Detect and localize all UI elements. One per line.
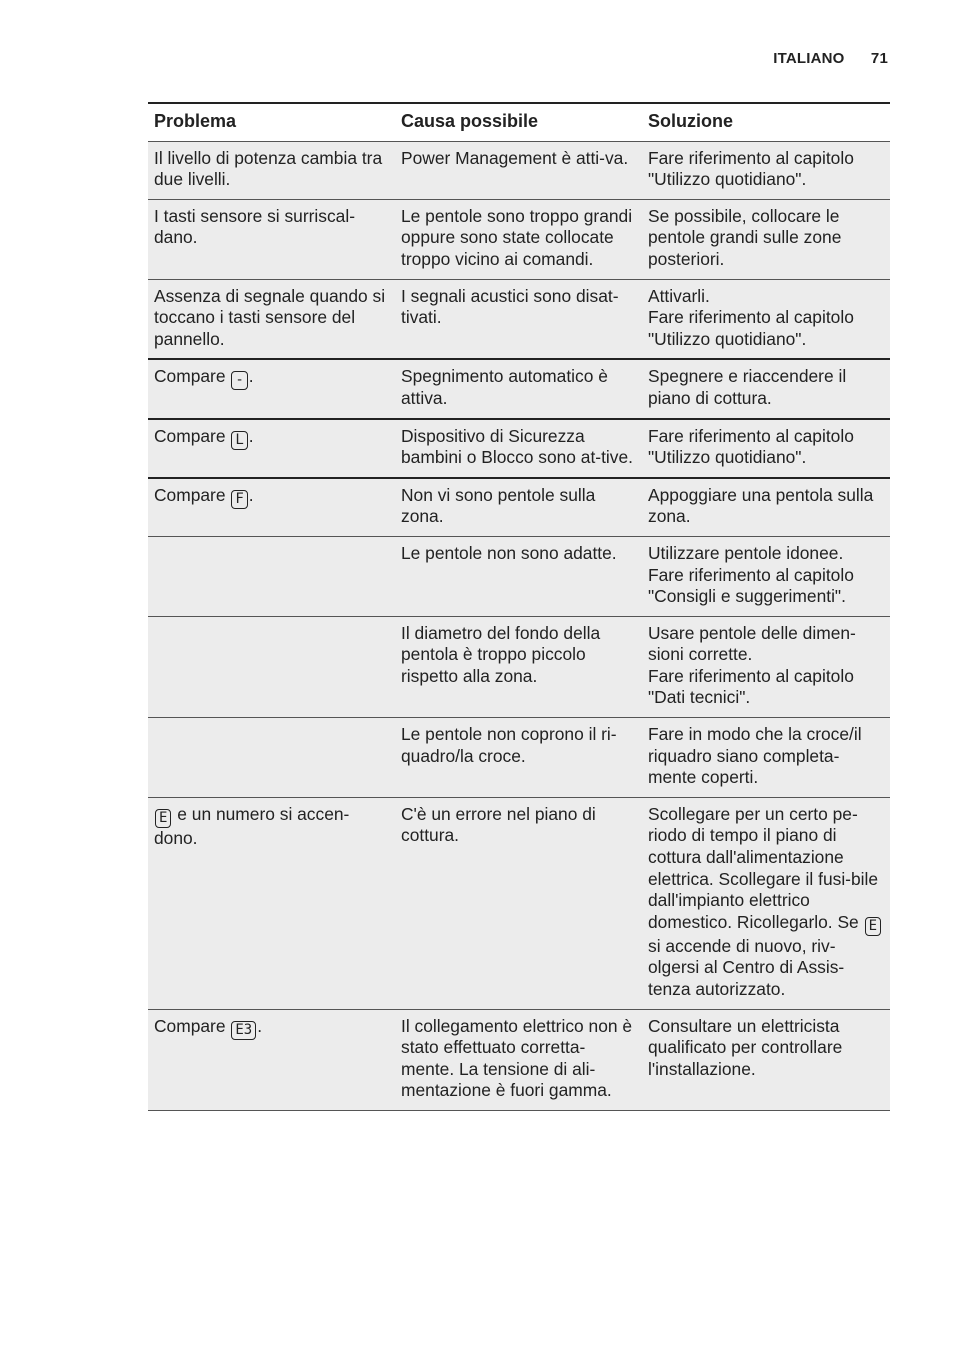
table-row (148, 419, 890, 478)
cause-cell: C'è un errore nel piano di cottura. (395, 797, 642, 1009)
table-row (148, 279, 890, 359)
table-row (148, 1009, 890, 1110)
display-symbol-e: E (865, 917, 881, 936)
cause-cell: Power Management è atti-va. (395, 141, 642, 199)
problem-text-end: . (248, 366, 254, 387)
table-header-row (148, 103, 890, 141)
table-row (148, 478, 890, 537)
solution-cell (642, 797, 890, 1009)
solution-cell (642, 279, 890, 359)
cause-cell: Il collegamento elettrico non è stato effettuato corretta-mente. La tensione di ali-mentazione è fuori gamma. (395, 1009, 642, 1110)
problem-text-end: . (248, 425, 254, 446)
problem-text: Compare (154, 425, 231, 446)
solution-line: Fare riferimento al capitolo "Utilizzo quotidiano". (648, 307, 854, 349)
display-symbol-e3: E3 (231, 1021, 256, 1040)
display-symbol-dash: - (231, 371, 247, 390)
cause-cell: Non vi sono pentole sulla zona. (395, 478, 642, 537)
table-row (148, 359, 890, 418)
page-number: 71 (870, 50, 888, 67)
solution-cell: Fare in modo che la croce/il riquadro siano completa-mente coperti. (642, 718, 890, 798)
problem-cell (148, 797, 395, 1009)
solution-line: Fare riferimento al capitolo "Dati tecnici". (648, 665, 854, 708)
language-label: ITALIANO (773, 50, 845, 67)
solution-cell: Consultare un elettricista qualificato per controllare l'installazione. (642, 1009, 890, 1110)
cause-cell: Le pentole sono troppo grandi oppure sono state collocate troppo vicino ai comandi. (395, 199, 642, 279)
problem-text: Compare (154, 484, 231, 505)
solution-line: Usare pentole delle dimen-sioni corrette. (648, 622, 856, 665)
solution-cell: Appoggiare una pentola sulla zona. (642, 478, 890, 537)
problem-cell (148, 478, 395, 537)
display-symbol-f: F (231, 490, 247, 509)
cause-cell: Il diametro del fondo della pentola è troppo piccolo rispetto alla zona. (395, 616, 642, 717)
cause-cell: Le pentole non coprono il ri-quadro/la croce. (395, 718, 642, 798)
cause-cell: Dispositivo di Sicurezza bambini o Blocco sono at-tive. (395, 419, 642, 478)
problem-cell (148, 419, 395, 478)
problem-cell (148, 718, 395, 798)
problem-text-end: . (248, 484, 254, 505)
page-header (773, 50, 888, 67)
cause-cell: Le pentole non sono adatte. (395, 536, 642, 616)
problem-text: Compare (154, 1015, 231, 1036)
problem-cell: Assenza di segnale quando si toccano i tasti sensore del pannello. (148, 279, 395, 359)
solution-line: Fare riferimento al capitolo "Consigli e suggerimenti". (648, 564, 854, 607)
problem-text-end: . (257, 1015, 263, 1036)
solution-cell: Fare riferimento al capitolo "Utilizzo quotidiano". (642, 141, 890, 199)
table-row (148, 199, 890, 279)
table-row (148, 141, 890, 199)
problem-text: e un numero si accen-dono. (154, 803, 350, 848)
table-row (148, 536, 890, 616)
solution-line: Utilizzare pentole idonee. (648, 542, 844, 563)
table-row (148, 718, 890, 798)
solution-text: Scollegare per un certo pe-riodo di tempo il piano di cottura dall'alimentazione elettrica. Scollegare il fusi-bile dall'impianto elettrico domestico. Ricollegarlo. Se (648, 803, 879, 932)
problem-cell (148, 359, 395, 418)
table-row (148, 797, 890, 1009)
solution-cell: Spegnere e riaccendere il piano di cottura. (642, 359, 890, 418)
column-header-solution: Soluzione (642, 103, 890, 141)
column-header-cause: Causa possibile (395, 103, 642, 141)
problem-text: Compare (154, 366, 231, 387)
troubleshooting-table (148, 102, 890, 1111)
display-symbol-e: E (155, 809, 171, 828)
problem-cell: Il livello di potenza cambia tra due livelli. (148, 141, 395, 199)
problem-cell (148, 1009, 395, 1110)
problem-cell (148, 616, 395, 717)
solution-cell (642, 616, 890, 717)
solution-line: Attivarli. (648, 285, 710, 306)
problem-cell (148, 536, 395, 616)
solution-cell (642, 536, 890, 616)
problem-cell: I tasti sensore si surriscal-dano. (148, 199, 395, 279)
solution-cell: Se possibile, collocare le pentole grandi sulle zone posteriori. (642, 199, 890, 279)
column-header-problem: Problema (148, 103, 395, 141)
cause-cell: I segnali acustici sono disat-tivati. (395, 279, 642, 359)
table-row (148, 616, 890, 717)
solution-text-end: si accende di nuovo, riv-olgersi al Centro di Assis-tenza autorizzato. (648, 935, 845, 999)
display-symbol-l: L (231, 431, 247, 450)
cause-cell: Spegnimento automatico è attiva. (395, 359, 642, 418)
solution-cell: Fare riferimento al capitolo "Utilizzo quotidiano". (642, 419, 890, 478)
